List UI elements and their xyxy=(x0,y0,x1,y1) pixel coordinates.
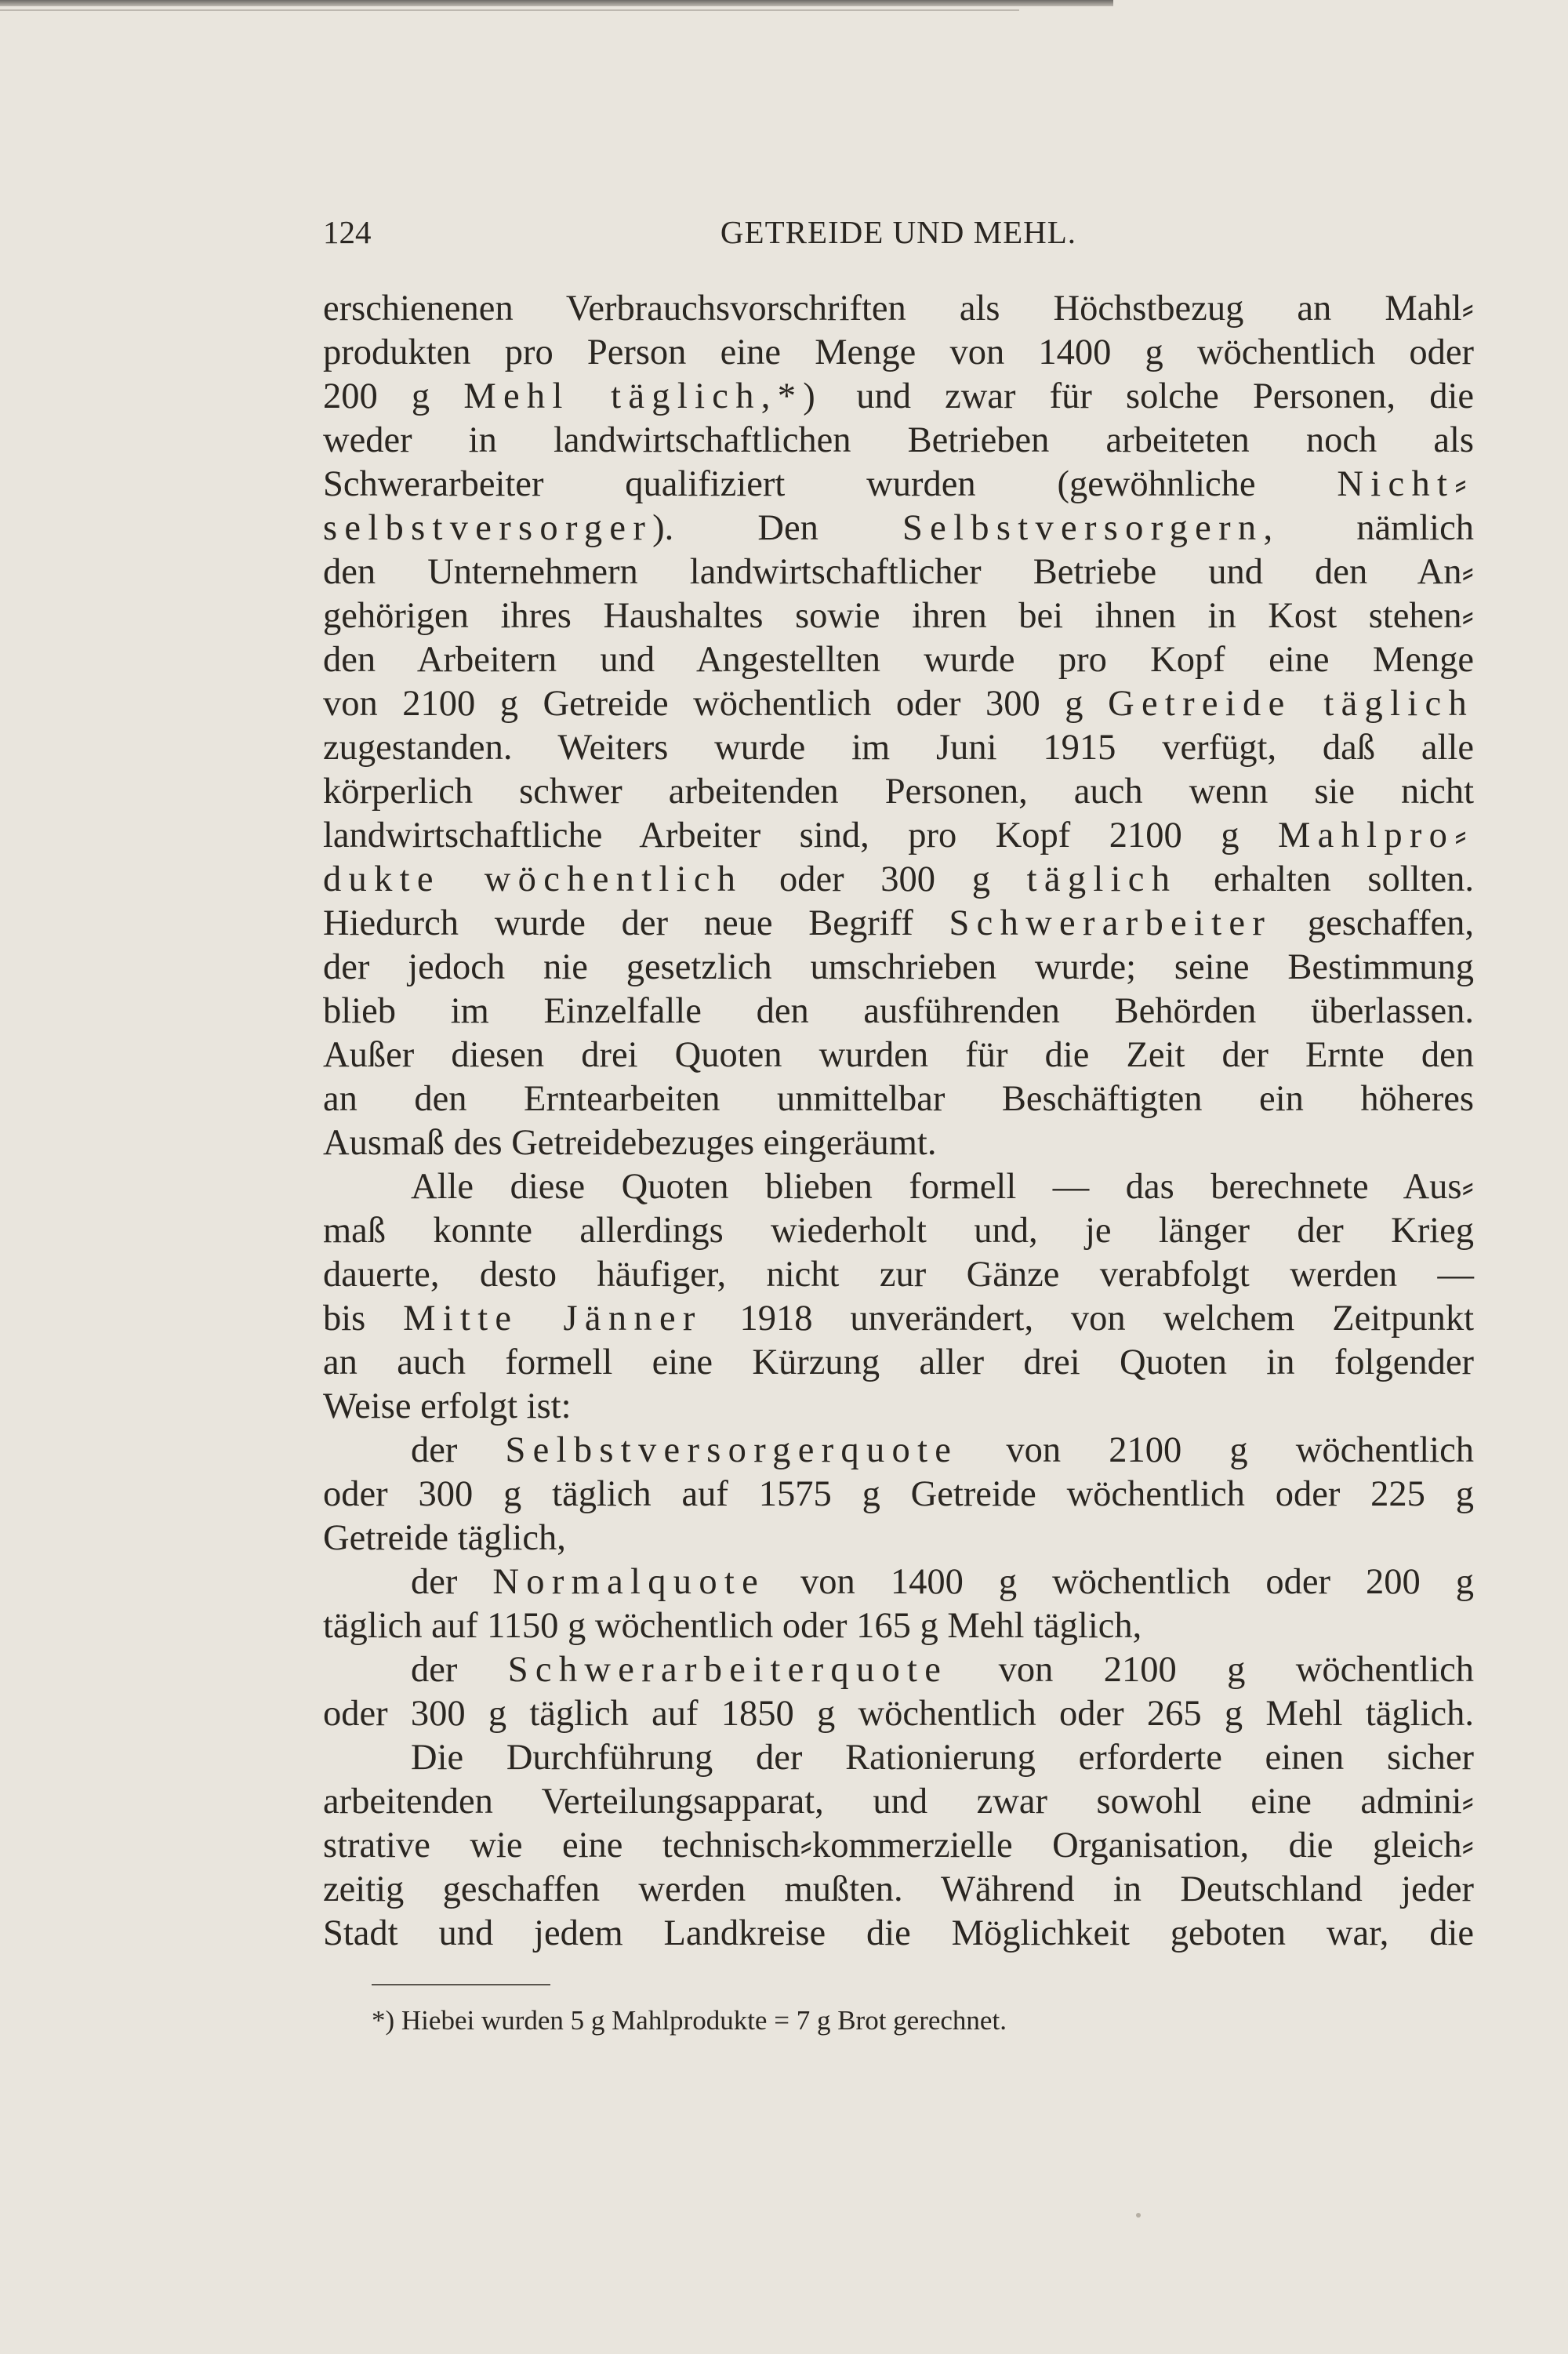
top-edge-rule-thin xyxy=(0,9,1019,11)
spaced-emphasis: Mitte Jänner xyxy=(403,1299,702,1339)
running-title: GETREIDE UND MEHL. xyxy=(720,214,1077,250)
text-line: oder 300 g täglich auf 1850 g wöchentlich oder 265 g Mehl täglich. xyxy=(323,1694,1474,1734)
text-line: dauerte, desto häufiger, nicht zur Gänze verabfolgt werden — xyxy=(323,1255,1474,1295)
text-line: Hiedurch wurde der neue Begriff Schwerarbeiter geschaffen, xyxy=(323,903,1474,943)
text-line: selbstversorger). Den Selbstversorgern, nämlich xyxy=(323,508,1474,548)
text-line: den Arbeitern und Angestellten wurde pro Kopf eine Menge xyxy=(323,640,1474,680)
text-line: zeitig geschaffen werden mußten. Während in Deutschland jeder xyxy=(323,1869,1474,1909)
text-line: an auch formell eine Kürzung aller drei Quoten in folgender xyxy=(323,1342,1474,1382)
page-number: 124 xyxy=(323,214,372,250)
text-line: gehörigen ihres Haushaltes sowie ihren bei ihnen in Kost stehen⸗ xyxy=(323,596,1474,636)
footnote: *) Hiebei wurden 5 g Mahlprodukte = 7 g Brot gerechnet. xyxy=(372,2005,1007,2036)
spaced-emphasis: Selbstversorgern xyxy=(902,508,1264,548)
spaced-emphasis: täglich xyxy=(1026,859,1178,899)
top-edge-rule xyxy=(0,0,1113,6)
text-line: maß konnte allerdings wiederholt und, je länger der Krieg xyxy=(323,1211,1474,1251)
text-line: der Selbstversorgerquote von 2100 g wöchentlich xyxy=(411,1430,1474,1470)
text-line: Getreide täglich, xyxy=(323,1518,566,1558)
text-line: Alle diese Quoten blieben formell — das berechnete Aus⸗ xyxy=(411,1167,1474,1207)
spaced-emphasis: selbstversorger xyxy=(323,508,653,548)
text-line: der Normalquote von 1400 g wöchentlich oder 200 g xyxy=(411,1562,1474,1602)
spaced-emphasis: Selbstversorgerquote xyxy=(505,1430,959,1470)
text-line: 200 g Mehl täglich,*) und zwar für solche Personen, die xyxy=(323,376,1475,416)
spaced-emphasis: dukte wöchentlich xyxy=(323,859,743,899)
spaced-emphasis: Mehl täglich,*) xyxy=(463,376,823,416)
text-line: zugestanden. Weiters wurde im Juni 1915 verfügt, daß alle xyxy=(323,728,1474,768)
spaced-emphasis: Nicht⸗ xyxy=(1337,464,1474,504)
text-line: dukte wöchentlich oder 300 g täglich erhalten sollten. xyxy=(323,859,1474,899)
spaced-emphasis: Schwerarbeiter xyxy=(949,903,1272,943)
text-line: den Unternehmern landwirtschaftlicher Betriebe und den An⸗ xyxy=(323,552,1474,592)
spaced-emphasis: Getreide täglich xyxy=(1108,684,1474,724)
text-line: an den Erntearbeiten unmittelbar Beschäftigten ein höheres xyxy=(323,1079,1474,1119)
text-line: weder in landwirtschaftlichen Betrieben arbeiteten noch als xyxy=(323,420,1474,460)
paper-speck xyxy=(1136,2213,1141,2218)
spaced-emphasis: Mahlpro⸗ xyxy=(1277,816,1474,856)
text-line: Außer diesen drei Quoten wurden für die Zeit der Ernte den xyxy=(323,1035,1474,1075)
text-line: Ausmaß des Getreidebezuges eingeräumt. xyxy=(323,1123,937,1163)
text-line: blieb im Einzelfalle den ausführenden Behörden überlassen. xyxy=(323,991,1474,1031)
text-line: Weise erfolgt ist: xyxy=(323,1386,572,1426)
text-line: körperlich schwer arbeitenden Personen, auch wenn sie nicht xyxy=(323,772,1474,812)
body-text xyxy=(323,287,1474,1956)
spaced-emphasis: Schwerarbeiterquote xyxy=(507,1650,949,1690)
text-line: Stadt und jedem Landkreise die Möglichkeit geboten war, die xyxy=(323,1913,1474,1953)
text-line: oder 300 g täglich auf 1575 g Getreide wöchentlich oder 225 g xyxy=(323,1474,1474,1514)
text-line: produkten pro Person eine Menge von 1400 g wöchentlich oder xyxy=(323,332,1474,372)
page-header xyxy=(323,213,1474,252)
text-line: arbeitenden Verteilungsapparat, und zwar sowohl eine admini⸗ xyxy=(323,1782,1474,1822)
text-line: der jedoch nie gesetzlich umschrieben wurde; seine Bestimmung xyxy=(323,947,1474,987)
text-line: bis Mitte Jänner 1918 unverändert, von welchem Zeitpunkt xyxy=(323,1299,1475,1339)
footnote-rule xyxy=(372,1984,550,1985)
text-line: erschienenen Verbrauchsvorschriften als Höchstbezug an Mahl⸗ xyxy=(323,289,1474,329)
text-line: Schwerarbeiter qualifiziert wurden (gewöhnliche Nicht⸗ xyxy=(323,464,1474,504)
text-line: landwirtschaftliche Arbeiter sind, pro Kopf 2100 g Mahlpro⸗ xyxy=(323,816,1474,856)
text-line: strative wie eine technisch⸗kommerzielle Organisation, die gleich⸗ xyxy=(323,1825,1474,1865)
text-line: von 2100 g Getreide wöchentlich oder 300 g Getreide täglich xyxy=(323,684,1474,724)
text-line: der Schwerarbeiterquote von 2100 g wöchentlich xyxy=(411,1650,1474,1690)
spaced-emphasis: Normalquote xyxy=(492,1562,766,1602)
text-line: Die Durchführung der Rationierung erforderte einen sicher xyxy=(411,1738,1474,1778)
text-line: täglich auf 1150 g wöchentlich oder 165 g Mehl täglich, xyxy=(323,1606,1142,1646)
